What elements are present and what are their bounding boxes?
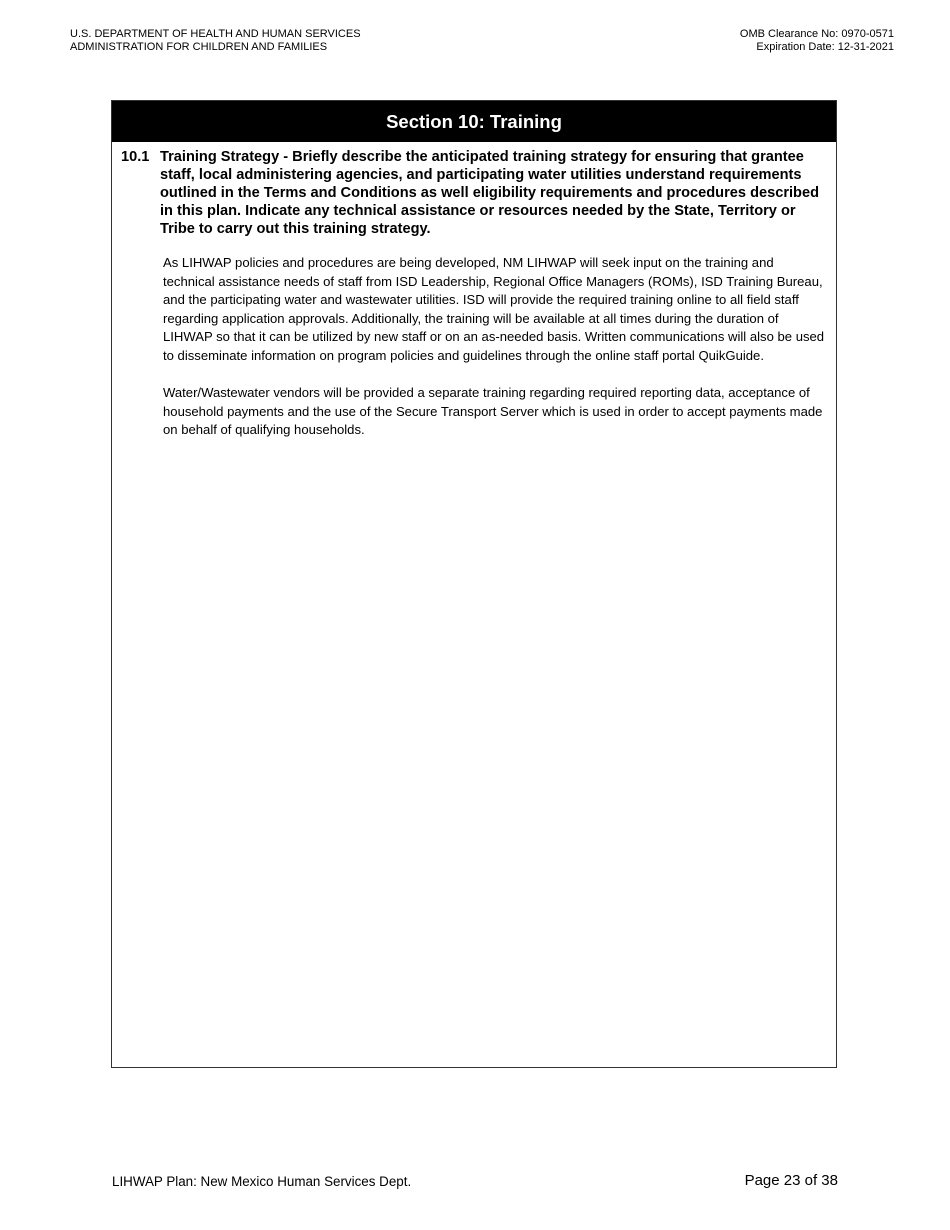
omb-clearance: OMB Clearance No: 0970-0571: [739, 28, 894, 40]
question-block: [121, 148, 821, 238]
omb-header: [740, 28, 894, 53]
question-number: 10.1: [121, 149, 150, 165]
page-number: Page 23 of 38: [744, 1172, 838, 1189]
section-title: Section 10: Training: [112, 101, 836, 142]
footer-plan-label: LIHWAP Plan: New Mexico Human Services Dept.: [112, 1174, 412, 1189]
agency-line-1: U.S. DEPARTMENT OF HEALTH AND HUMAN SERVICES: [70, 28, 361, 40]
question-text: Training Strategy - Briefly describe the anticipated training strategy for ensuring that grantee staff, local administering agencies, and participating water utilities understand requirements outlined in the Terms and Conditions as well eligibility requirements and procedures described in this plan. Indicate any technical assistance or resources needed by the State, Territory or Tribe to carry out this training strategy.: [160, 149, 820, 237]
answer-paragraph: Water/Wastewater vendors will be provided a separate training regarding required reporting data, acceptance of household payments and the use of the Secure Transport Server which is used in order to accept payments made on behalf of qualifying households.: [163, 385, 823, 438]
expiration-date: Expiration Date: 12-31-2021: [756, 40, 894, 53]
agency-header: [70, 28, 361, 53]
section-box: [111, 100, 837, 1068]
answer-paragraph: As LIHWAP policies and procedures are being developed, NM LIHWAP will seek input on the training and technical assistance needs of staff from ISD Leadership, Regional Office Managers (ROMs), ISD Training Bureau, and the participating water and wastewater utilities. ISD will provide the required training online to all field staff regarding application approvals. Additionally, the training will be available at all times during the duration of LIHWAP so that it can be utilized by new staff or on an as-needed basis. Written communications will also be used to disseminate information on program policies and guidelines through the online staff portal QuikGuide.: [163, 255, 825, 363]
answer-text: [163, 254, 825, 459]
agency-line-2: ADMINISTRATION FOR CHILDREN AND FAMILIES: [70, 40, 328, 53]
